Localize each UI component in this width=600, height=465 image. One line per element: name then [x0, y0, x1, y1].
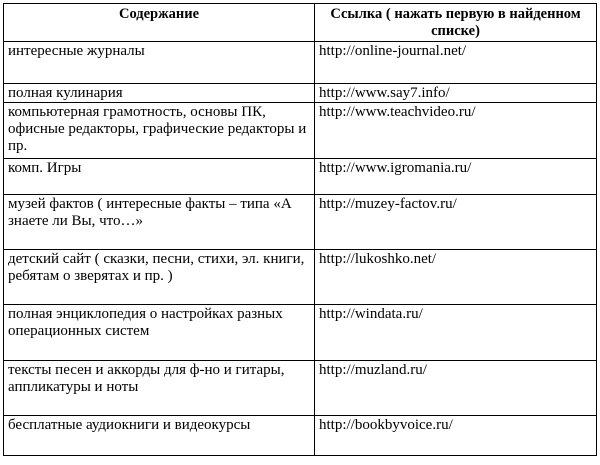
- row-link[interactable]: http://windata.ru/: [315, 305, 597, 361]
- row-content: интересные журналы: [4, 42, 315, 84]
- row-content: полная энциклопедия о настройках разных операционных систем: [4, 305, 315, 361]
- row-content: бесплатные аудиокниги и видеокурсы: [4, 416, 315, 456]
- row-link[interactable]: http://www.igromania.ru/: [315, 159, 597, 195]
- table-row: [4, 195, 597, 250]
- header-content: Содержание: [4, 4, 315, 42]
- table-header-row: [4, 4, 597, 42]
- table-row: [4, 159, 597, 195]
- table-row: [4, 305, 597, 361]
- row-link[interactable]: http://muzland.ru/: [315, 361, 597, 416]
- table-row: [4, 416, 597, 456]
- row-link[interactable]: http://online-journal.net/: [315, 42, 597, 84]
- row-content: музей фактов ( интересные факты – типа «А знаете ли Вы, что…»: [4, 195, 315, 250]
- table-row: [4, 42, 597, 84]
- row-content: компьютерная грамотность, основы ПК, офисные редакторы, графические редакторы и пр.: [4, 103, 315, 159]
- table-row: [4, 84, 597, 103]
- table-row: [4, 103, 597, 159]
- table-row: [4, 361, 597, 416]
- table-row: [4, 250, 597, 305]
- row-link[interactable]: http://bookbyvoice.ru/: [315, 416, 597, 456]
- row-link[interactable]: http://muzey-factov.ru/: [315, 195, 597, 250]
- row-link[interactable]: http://lukoshko.net/: [315, 250, 597, 305]
- row-content: комп. Игры: [4, 159, 315, 195]
- row-content: детский сайт ( сказки, песни, стихи, эл. книги, ребятам о зверятах и пр. ): [4, 250, 315, 305]
- links-table: [3, 3, 597, 456]
- row-link[interactable]: http://www.teachvideo.ru/: [315, 103, 597, 159]
- header-link: Ссылка ( нажать первую в найденном списке): [315, 4, 597, 42]
- row-content: тексты песен и аккорды для ф-но и гитары, аппликатуры и ноты: [4, 361, 315, 416]
- row-link[interactable]: http://www.say7.info/: [315, 84, 597, 103]
- row-content: полная кулинария: [4, 84, 315, 103]
